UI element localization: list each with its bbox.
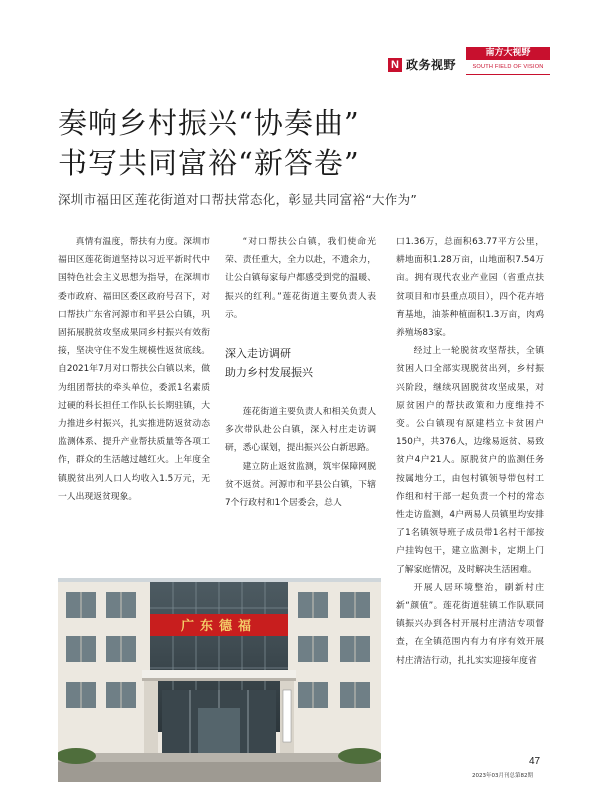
paragraph: 开展人居环境整治，刷新村庄新“颜值”。莲花街道驻镇工作队联同镇振兴办到各村开展村庄清洁专项督查，在全镇范围内有力有序有效开展村庄清洁行动，扎扎实实迎接年度省 xyxy=(396,582,544,666)
paragraph: “对口帮扶公白镇，我们使命光荣、责任重大，全力以赴，不遗余力，让公白镇每家每户都感受到党的温暖、振兴的红利。”莲花街道主要负责人表示。 xyxy=(225,237,376,320)
body-column-2 xyxy=(225,233,376,512)
brand-name: 政务视野 xyxy=(406,58,457,72)
body-column-1 xyxy=(58,233,210,506)
section-name-cn: 南方大视野 xyxy=(466,47,550,60)
section-tag xyxy=(466,47,550,70)
article-title xyxy=(58,103,360,183)
header-divider xyxy=(466,74,550,75)
section-heading-line-2: 助力乡村发展振兴 xyxy=(225,366,313,380)
article-title-line-1: 奏响乡村振兴“协奏曲” xyxy=(58,106,360,140)
photo-sign-text: 广东德福 xyxy=(180,619,258,634)
page-number: 47 xyxy=(529,756,541,767)
body-column-3 xyxy=(396,233,544,670)
magazine-brand xyxy=(388,56,456,73)
brand-logo-icon: N xyxy=(388,58,402,72)
section-heading xyxy=(225,344,376,382)
section-heading-line-1: 深入走访调研 xyxy=(225,347,291,361)
article-title-line-2: 书写共同富裕“新答卷” xyxy=(58,146,360,180)
paragraph: 莲花街道主要负责人和相关负责人多次带队赴公白镇，深入村庄走访调研，悉心谋划，提出振兴公白新思路。 xyxy=(225,407,376,454)
paragraph: 建立防止返贫监测，筑牢保障网脱贫不返贫。河源市和平县公白镇，下辖7个行政村和1个居委会，总人 xyxy=(225,461,376,509)
paragraph-continued: 口1.36万，总面积63.77平方公里，耕地面积1.28万亩，山地面积7.54万亩。拥有现代农业产业园（省重点扶贫项目和市县重点项目），四个花卉培育基地，油茶种植面积1.3万亩，肉鸡养殖场83家。 xyxy=(396,237,544,339)
section-name-en: SOUTH FIELD OF VISION xyxy=(472,64,544,70)
building-photo xyxy=(58,578,381,782)
issue-info: 2023年03月刊总第82期 xyxy=(472,773,533,779)
building-photo-illustration xyxy=(58,578,381,782)
article-subtitle: 深圳市福田区莲花街道对口帮扶常态化，彰显共同富裕“大作为” xyxy=(58,192,418,207)
paragraph: 经过上一轮脱贫攻坚帮扶，全镇贫困人口全部实现脱贫出列，乡村振兴阶段，继续巩固脱贫攻坚成果，对原贫困户的帮扶政策和力度维持不变。公白镇现有原建档立卡贫困户150户，共376人，边缘易返贫、易致贫户4户21人。原脱贫户的监测任务按属地分工，由包村镇领导带包村工作组和村干部一起负责一个村的常态性走访监测，4户两易人员镇里均安排了1名镇领导班子成员带1名村干部按户挂钩包干，建立监测卡，定期上门了解家庭情况，及时解决生活困难。 xyxy=(396,346,544,575)
paragraph: 真情有温度，帮扶有力度。深圳市福田区莲花街道坚持以习近平新时代中国特色社会主义思想为指导，在深圳市委市政府、福田区委区政府号召下，对口帮扶广东省河源市和平县公白镇，巩固拓展脱贫攻坚成果同乡村振兴有效衔接，坚决守住不发生规模性返贫底线。自2021年7月对口帮扶公白镇以来，做为组团帮扶的牵头单位，委派1名素质过硬的科长担任工作队长长期驻镇，大力推进乡村振兴，扎实推进防返贫动态监测体系、提升产业帮扶质量等各项工作，群众的生活越过越红火。上年度全镇脱贫出列人口人均收入1.5万元，无一人出现返贫现象。 xyxy=(58,237,210,502)
